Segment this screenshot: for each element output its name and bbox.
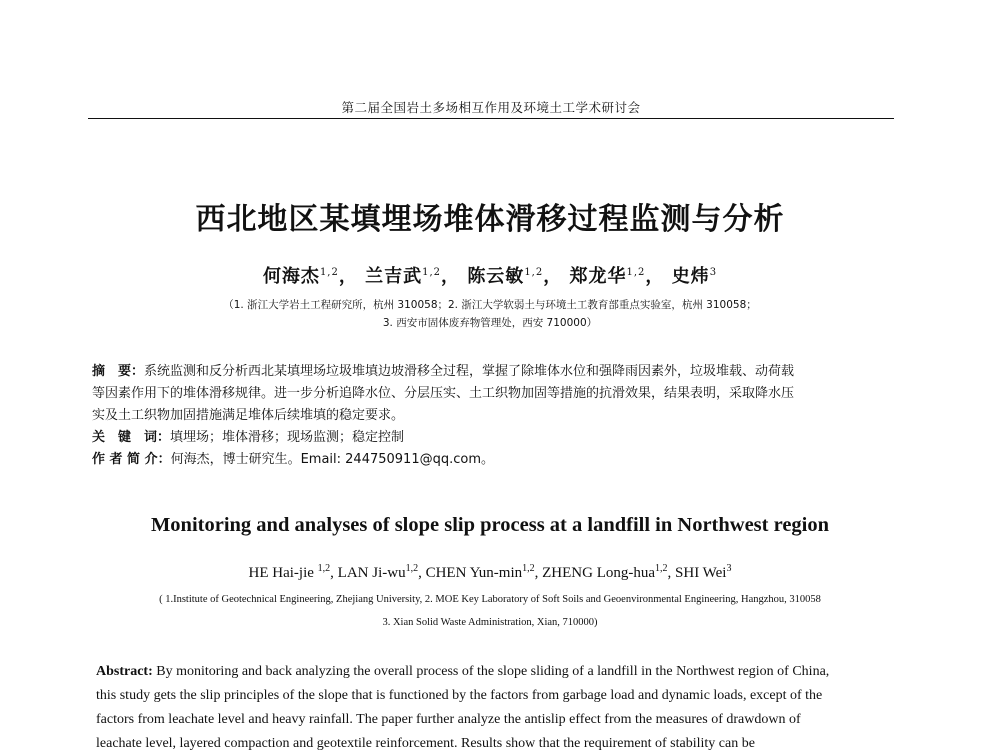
en-affiliation-2: 3. Xian Solid Waste Administration, Xian, 710000) xyxy=(382,617,598,628)
en-abstract-line: leachate level, layered compaction and geotextile reinforcement. Results show that the requirement of stability can be xyxy=(96,736,755,751)
en-author: SHI Wei$^3$ xyxy=(675,563,732,581)
cn-authors xyxy=(40,262,940,288)
en-author: HE Hai-jie $^{1,2}$, xyxy=(248,563,338,581)
en-abstract-line: this study gets the slip principles of the slope that is functioned by the factors from garbage load and dynamic loads, except of the xyxy=(96,688,823,703)
cn-author: 兰吉武$^{1,2}$， xyxy=(365,266,461,287)
en-author: CHEN Yun-$\min^{1,2}$, xyxy=(425,563,543,581)
conference-header: 第二届全国岩土多场相互作用及环境土工学术研讨会 xyxy=(341,100,641,115)
en-author: ZHENG Long-hua$^{1,2}$, xyxy=(542,563,676,581)
cn-abstract-line: 实及土工织物加固措施满足堆体后续堆填的稳定要求。 xyxy=(92,408,405,423)
cn-author: 何海杰$^{1,2}$， xyxy=(262,266,358,287)
cn-author-intro-label: 作 者 简 介： xyxy=(92,452,171,467)
cn-author: 陈云敏$^{1,2}$， xyxy=(467,266,563,287)
cn-author-intro: 何海杰，博士研究生。Email: 244750911@qq.com。 xyxy=(170,452,494,467)
en-abstract-line: factors from leachate level and heavy rainfall. The paper further analyze the antislip effect from the measures of drawdown of xyxy=(96,712,801,727)
cn-keywords: 填埋场；堆体滑移；现场监测；稳定控制 xyxy=(170,430,405,445)
en-title: Monitoring and analyses of slope slip process at a landfill in Northwest region xyxy=(150,514,830,536)
en-affiliation-1: ( 1.Institute of Geotechnical Engineering, Zhejiang University, 2. MOE Key Laboratory of Soft Soils and Geoenvironmental Engineering, Hangzhou, 310058 xyxy=(159,594,821,605)
en-abstract-label: Abstract: xyxy=(96,664,153,679)
header-rule xyxy=(88,118,894,119)
cn-abstract-label: 摘 要： xyxy=(92,364,145,379)
cn-abstract xyxy=(92,361,892,471)
cn-author: 郑龙华$^{1,2}$， xyxy=(569,266,665,287)
en-author: LAN Ji-wu$^{1,2}$, xyxy=(337,563,426,581)
cn-affiliation-2: 3. 西安市固体废弃物管理处，西安 710000） xyxy=(382,317,598,329)
cn-affiliation-1: （1. 浙江大学岩土工程研究所，杭州 310058；2. 浙江大学软弱土与环境土工教育部重点实验室，杭州 310058； xyxy=(223,299,757,311)
en-abstract-line: By monitoring and back analyzing the overall process of the slope sliding of a landfill in the Northwest region of China, xyxy=(152,664,830,679)
cn-keywords-label: 关 键 词： xyxy=(92,430,171,445)
cn-abstract-line: 等因素作用下的堆体滑移规律。进一步分析追降水位、分层压实、土工织物加固等措施的抗滑效果，结果表明，采取降水压 xyxy=(92,386,795,401)
cn-title: 西北地区某填埋场堆体滑移过程监测与分析 xyxy=(195,202,785,237)
cn-abstract-line: 系统监测和反分析西北某填埋场垃圾堆填边坡滑移全过程，掌握了除堆体水位和强降雨因素外，垃圾堆载、动荷载 xyxy=(144,364,795,379)
en-authors xyxy=(40,563,940,582)
en-abstract xyxy=(96,660,892,756)
cn-author: 史炜$^3$ xyxy=(671,266,718,287)
